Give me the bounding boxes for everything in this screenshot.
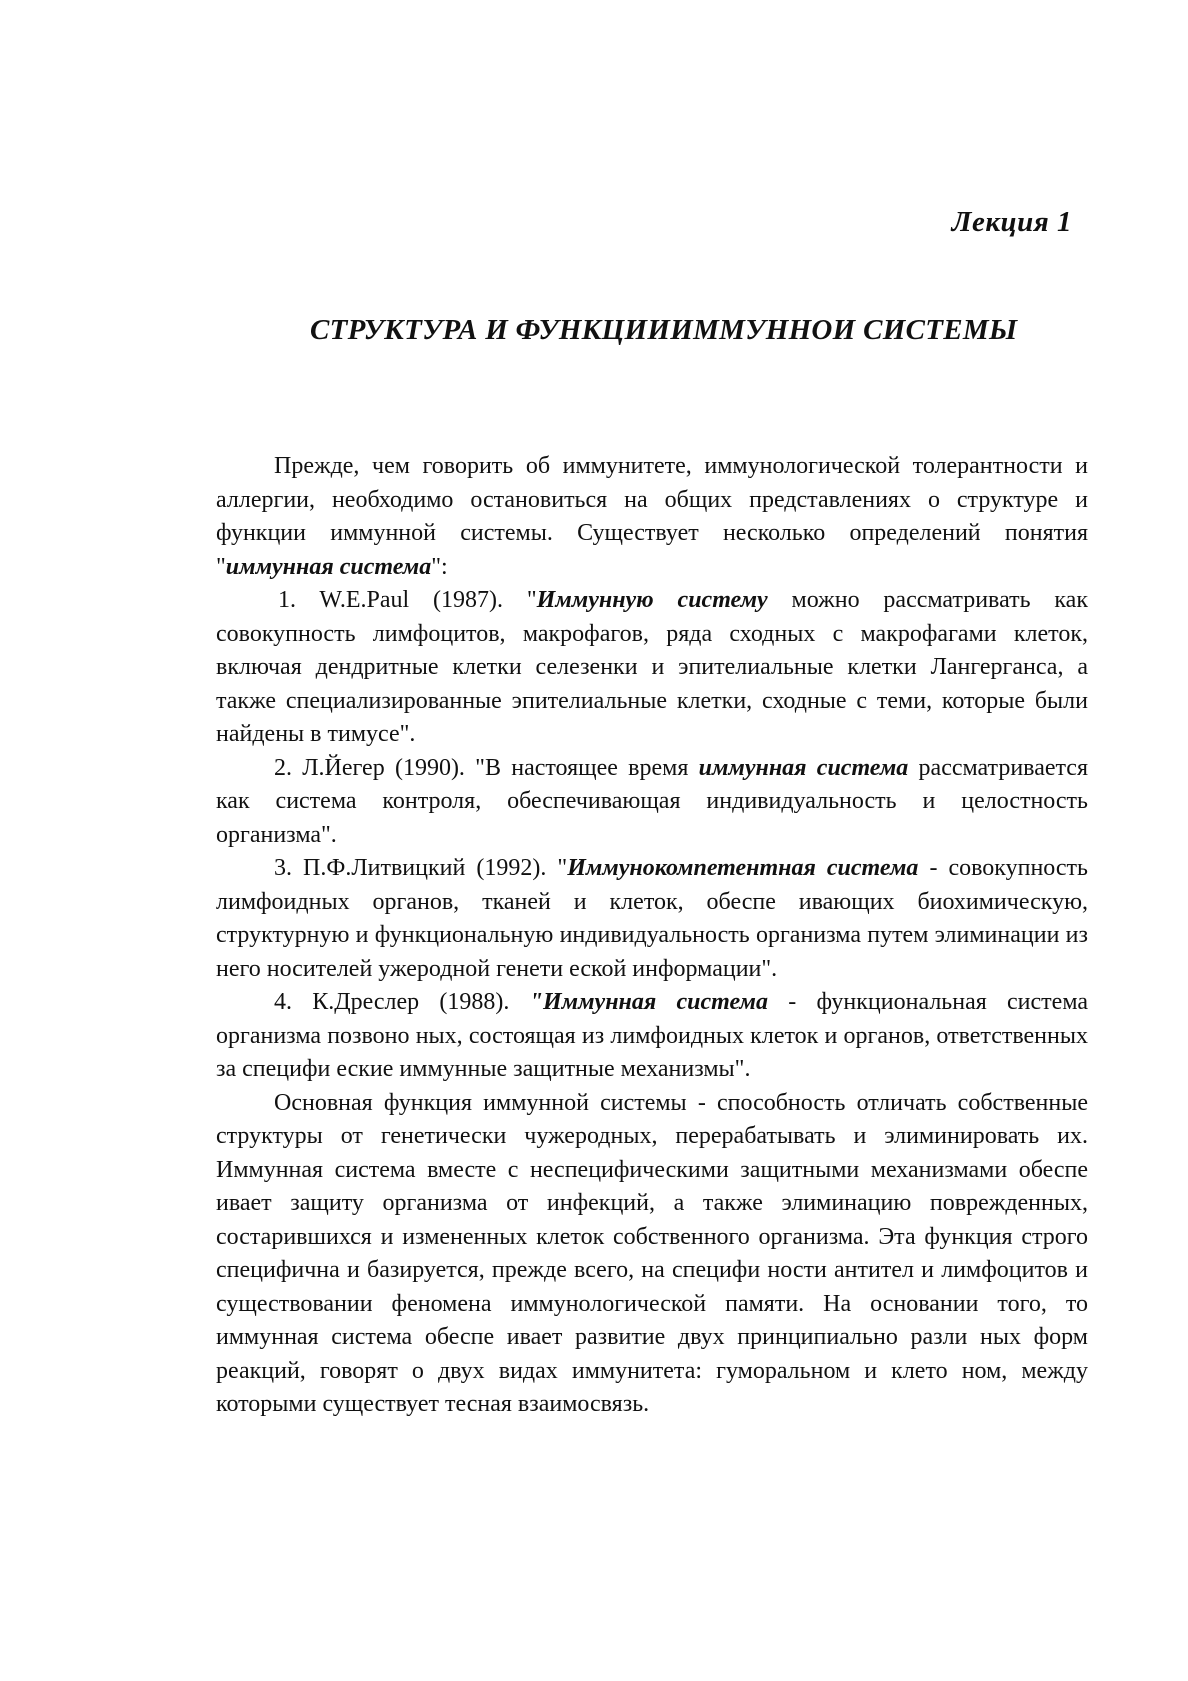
intro-text-after: ": (431, 553, 448, 580)
definition-emphasis: иммунная система (698, 754, 909, 781)
definition-emphasis: "Иммунная система (529, 989, 768, 1015)
definition-lead: 2. Л.Йегер (1990). "В настоящее время (274, 754, 699, 781)
page-title: СТРУКТУРА И ФУНКЦИИИММУННОИ СИСТЕМЫ (310, 314, 1018, 346)
definition-item-2 (216, 752, 1088, 853)
definition-lead: 1. W.E.Paul (1987). " (278, 587, 537, 613)
lecture-label: Лекция 1 (951, 206, 1072, 238)
definition-item-3 (216, 852, 1088, 986)
definition-lead: 3. П.Ф.Литвицкий (1992). " (274, 855, 568, 881)
definition-emphasis: Иммунокомпетентная система (567, 855, 919, 881)
definition-rest: можно рассматривать как совокупность лимфоцитов, макрофагов, ряда сходных с макрофагами клеток, включая дендритные клетки селезенки и эпителиальные клетки Лангерганса, а также специализированные эпителиальные клетки, сходные с теми, которые были найдены в тимусе". (216, 587, 1088, 747)
definition-item-4 (216, 986, 1088, 1087)
definition-emphasis: Иммунную систему (536, 587, 768, 613)
document-body (216, 450, 1088, 1422)
main-paragraph: Основная функция иммунной системы - способность отличать собственные структуры от генетически чужеродных, перерабатывать и элиминировать их. Иммунная система вместе с неспецифическими защитными механизмами обеспе ивает защиту организма от инфекций, а также элиминацию поврежденных, состарившихся и измененных клеток собственного организма. Эта функция строго специфична и базируется, прежде всего, на специфи ности антител и лимфоцитов и существовании феномена иммунологической памяти. На основании того, то иммунная система обеспе ивает развитие двух принципиально разли ных форм реакций, говорят о двух видах иммунитета: гуморальном и клето ном, между которыми существует тесная взаимосвязь. (216, 1089, 1088, 1417)
definition-lead: 4. К.Дреслер (1988). (274, 989, 530, 1015)
intro-text-before: Прежде, чем говорить об иммунитете, иммунологической толерантности и аллергии, необходимо остановиться на общих представлениях о структуре и функции иммунной системы. Существует несколько определений понятия " (216, 453, 1088, 580)
intro-emphasis: иммунная система (225, 553, 432, 580)
definition-rest: рассматривается как система контроля, обеспечивающая индивидуальность и целостность организма". (216, 754, 1088, 848)
definition-item-1 (216, 584, 1088, 752)
intro-paragraph (216, 450, 1088, 584)
definition-rest: - функциональная система организма позвоно ных, состоящая из лимфоидных клеток и органов, ответственных за специфи еские иммунные защитные механизмы". (216, 989, 1088, 1082)
definition-rest: - совокупность лимфоидных органов, тканей и клеток, обеспе ивающих биохимическую, структурную и функциональную индивидуальность организма путем элиминации из него носителей ужеродной генети еской информации". (216, 855, 1088, 982)
